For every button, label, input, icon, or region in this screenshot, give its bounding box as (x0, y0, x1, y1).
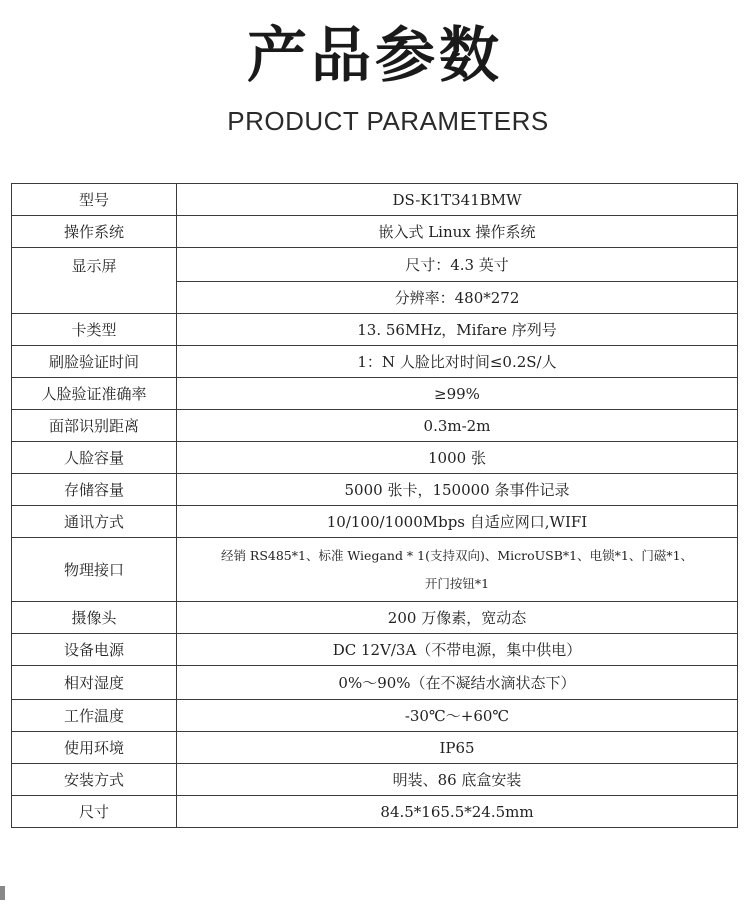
table-row (12, 346, 738, 378)
corner-mark (0, 886, 5, 900)
row-label: 人脸验证准确率 (12, 378, 177, 410)
row-label: 型号 (12, 184, 177, 216)
row-value-line: 经销 RS485*1、标准 Wiegand * 1(支持双向)、MicroUSB*1、电锁*1、门磁*1、 (220, 547, 694, 563)
row-label: 尺寸 (12, 796, 177, 828)
table-row (12, 796, 738, 828)
row-value: 明装、86 底盒安装 (177, 764, 738, 796)
row-value: ≥99% (177, 378, 738, 410)
row-label: 存储容量 (12, 474, 177, 506)
row-label: 显示屏 (12, 248, 177, 314)
table-row (12, 764, 738, 796)
table-row (12, 378, 738, 410)
table-row (12, 538, 738, 602)
row-label: 物理接口 (12, 538, 177, 602)
row-value: 13. 56MHz，Mifare 序列号 (177, 314, 738, 346)
row-label: 面部识别距离 (12, 410, 177, 442)
table-row (12, 184, 738, 216)
row-value: 84.5*165.5*24.5mm (177, 796, 738, 828)
row-label: 人脸容量 (12, 442, 177, 474)
row-value: 嵌入式 Linux 操作系统 (177, 216, 738, 248)
row-value: 1：N 人脸比对时间≤0.2S/人 (177, 346, 738, 378)
row-value: 10/100/1000Mbps 自适应网口,WIFI (177, 506, 738, 538)
table-row (12, 442, 738, 474)
table-row (12, 602, 738, 634)
table-row (12, 666, 738, 700)
row-label: 通讯方式 (12, 506, 177, 538)
row-value: 200 万像素，宽动态 (177, 602, 738, 634)
row-value-line: 开门按钮*1 (424, 575, 490, 591)
row-value: DS-K1T341BMW (177, 184, 738, 216)
table-row (12, 506, 738, 538)
table-row (12, 248, 738, 282)
row-value: 分辨率：480*272 (177, 282, 738, 314)
row-value: DC 12V/3A（不带电源，集中供电） (177, 634, 738, 666)
row-value: 1000 张 (177, 442, 738, 474)
page-title: 产品参数 (247, 21, 503, 91)
row-value: -30℃～+60℃ (177, 700, 738, 732)
row-value: 0%～90%（在不凝结水滴状态下） (177, 666, 738, 700)
row-value: 5000 张卡，150000 条事件记录 (177, 474, 738, 506)
table-row (12, 634, 738, 666)
product-parameters-table (11, 183, 738, 828)
row-label: 卡类型 (12, 314, 177, 346)
table-row (12, 474, 738, 506)
page-subtitle: PRODUCT PARAMETERS (227, 106, 549, 136)
row-label: 安装方式 (12, 764, 177, 796)
row-value: 0.3m-2m (177, 410, 738, 442)
row-label: 使用环境 (12, 732, 177, 764)
row-label: 操作系统 (12, 216, 177, 248)
row-label: 刷脸验证时间 (12, 346, 177, 378)
row-value (177, 538, 738, 602)
row-label: 设备电源 (12, 634, 177, 666)
table-row (12, 732, 738, 764)
table-row (12, 410, 738, 442)
row-value: 尺寸：4.3 英寸 (177, 248, 738, 282)
row-value: IP65 (177, 732, 738, 764)
row-label: 相对湿度 (12, 666, 177, 700)
table-row (12, 700, 738, 732)
row-label: 工作温度 (12, 700, 177, 732)
table-row (12, 314, 738, 346)
table-row (12, 216, 738, 248)
row-label: 摄像头 (12, 602, 177, 634)
